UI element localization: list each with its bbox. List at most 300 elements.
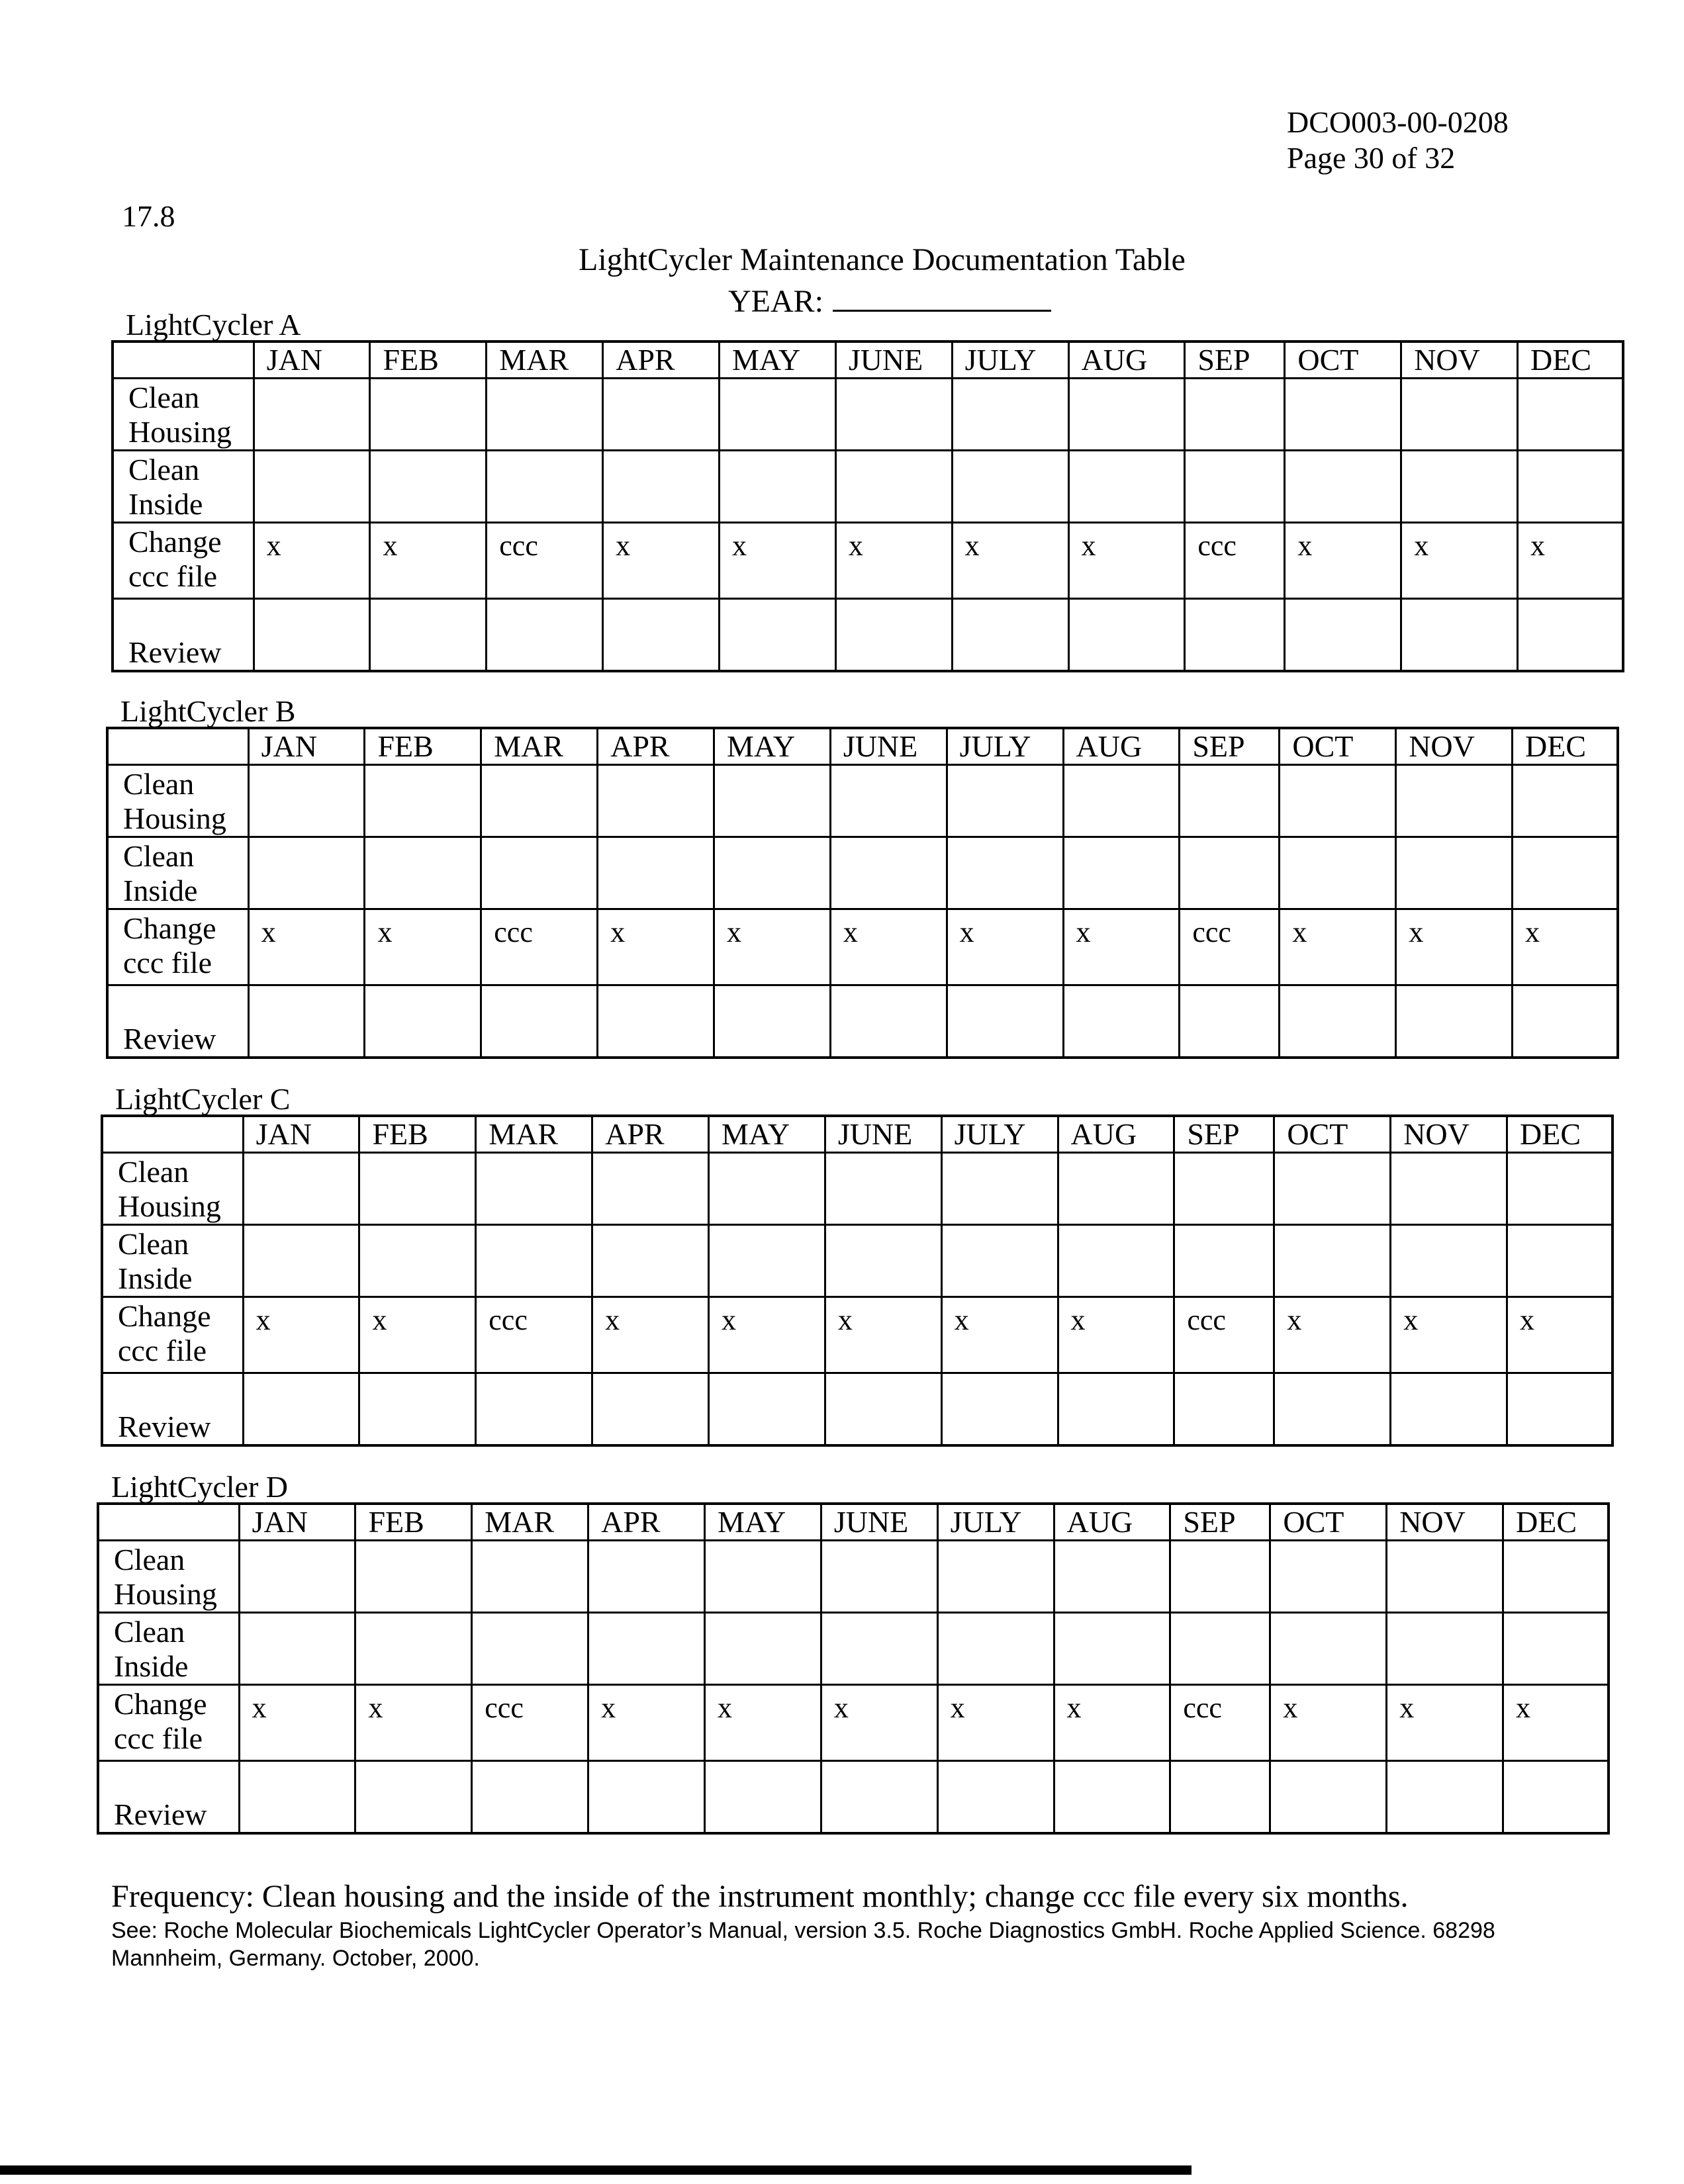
row-change-ccc-file bbox=[102, 1297, 1613, 1373]
ccc-entry-cell[interactable]: x bbox=[1058, 1297, 1174, 1373]
entry-cell[interactable] bbox=[359, 1373, 476, 1446]
entry-cell[interactable] bbox=[254, 379, 370, 451]
entry-cell[interactable] bbox=[355, 1761, 472, 1834]
ccc-entry-cell[interactable]: x bbox=[952, 523, 1068, 599]
ccc-entry-cell[interactable]: x bbox=[825, 1297, 941, 1373]
row-clean-housing bbox=[107, 765, 1618, 837]
entry-cell[interactable] bbox=[1513, 765, 1618, 837]
month-header: JULY bbox=[941, 1116, 1058, 1153]
month-header: SEP bbox=[1185, 341, 1285, 379]
entry-cell[interactable] bbox=[365, 765, 481, 837]
entry-cell[interactable] bbox=[1396, 765, 1513, 837]
row-clean-housing bbox=[98, 1541, 1609, 1613]
row-review bbox=[102, 1373, 1613, 1446]
month-header: OCT bbox=[1280, 728, 1396, 765]
corner-cell bbox=[98, 1504, 239, 1541]
entry-cell[interactable] bbox=[1068, 379, 1185, 451]
ccc-entry-cell[interactable]: x bbox=[1054, 1685, 1170, 1761]
corner-cell bbox=[102, 1116, 243, 1153]
entry-cell[interactable] bbox=[1054, 1613, 1170, 1685]
entry-cell[interactable] bbox=[821, 1613, 937, 1685]
month-header: MAR bbox=[481, 728, 598, 765]
row-change-ccc-file bbox=[98, 1685, 1609, 1761]
entry-cell[interactable] bbox=[1401, 599, 1518, 672]
ccc-entry-cell[interactable]: x bbox=[708, 1297, 825, 1373]
month-header: JUNE bbox=[830, 728, 947, 765]
table-label: LightCycler A bbox=[126, 308, 301, 341]
month-header: JUNE bbox=[825, 1116, 941, 1153]
entry-cell[interactable] bbox=[1507, 1225, 1613, 1297]
row-label-line: Inside bbox=[114, 1649, 189, 1683]
ccc-entry-cell[interactable]: ccc bbox=[1170, 1685, 1270, 1761]
entry-cell[interactable] bbox=[704, 1613, 821, 1685]
entry-cell[interactable] bbox=[937, 1761, 1054, 1834]
entry-cell[interactable] bbox=[952, 451, 1068, 523]
entry-cell[interactable] bbox=[243, 1225, 359, 1297]
ccc-entry-cell[interactable]: x bbox=[1285, 523, 1401, 599]
row-clean-inside bbox=[98, 1613, 1609, 1685]
ccc-entry-cell[interactable]: x bbox=[835, 523, 952, 599]
entry-cell[interactable] bbox=[1174, 1225, 1274, 1297]
entry-cell[interactable] bbox=[937, 1541, 1054, 1613]
entry-cell[interactable] bbox=[592, 1153, 709, 1225]
entry-cell[interactable] bbox=[1068, 599, 1185, 672]
month-header: NOV bbox=[1396, 728, 1513, 765]
entry-cell[interactable] bbox=[239, 1541, 355, 1613]
ccc-entry-cell[interactable]: x bbox=[821, 1685, 937, 1761]
entry-cell[interactable] bbox=[825, 1225, 941, 1297]
row-label-line: Clean bbox=[118, 1227, 189, 1261]
year-label: YEAR: bbox=[728, 284, 823, 319]
entry-cell[interactable] bbox=[1170, 1613, 1270, 1685]
month-header: APR bbox=[603, 341, 720, 379]
entry-cell[interactable] bbox=[588, 1761, 705, 1834]
entry-cell[interactable] bbox=[719, 451, 835, 523]
row-label-line: Inside bbox=[128, 487, 203, 521]
ccc-entry-cell[interactable]: ccc bbox=[1185, 523, 1285, 599]
ccc-entry-cell[interactable]: ccc bbox=[487, 523, 603, 599]
entry-cell[interactable] bbox=[239, 1613, 355, 1685]
month-header: JULY bbox=[952, 341, 1068, 379]
lightcycler-block bbox=[97, 1471, 1610, 1835]
entry-cell[interactable] bbox=[254, 599, 370, 672]
month-header: AUG bbox=[1054, 1504, 1170, 1541]
entry-cell[interactable] bbox=[1054, 1541, 1170, 1613]
ccc-entry-cell[interactable]: ccc bbox=[472, 1685, 588, 1761]
entry-cell[interactable] bbox=[830, 765, 947, 837]
row-clean-housing bbox=[113, 379, 1623, 451]
entry-cell[interactable] bbox=[1185, 379, 1285, 451]
ccc-entry-cell[interactable]: x bbox=[941, 1297, 1058, 1373]
ccc-entry-cell[interactable]: x bbox=[719, 523, 835, 599]
ccc-entry-cell[interactable]: x bbox=[598, 909, 714, 985]
month-header: SEP bbox=[1180, 728, 1280, 765]
ccc-entry-cell[interactable]: x bbox=[603, 523, 720, 599]
ccc-entry-cell[interactable]: x bbox=[359, 1297, 476, 1373]
entry-cell[interactable] bbox=[1274, 1153, 1391, 1225]
table-label: LightCycler D bbox=[111, 1470, 288, 1504]
entry-cell[interactable] bbox=[1180, 765, 1280, 837]
entry-cell[interactable] bbox=[1180, 837, 1280, 909]
row-label-line: Clean bbox=[114, 1615, 185, 1649]
entry-cell[interactable] bbox=[835, 451, 952, 523]
month-header: APR bbox=[592, 1116, 709, 1153]
entry-cell[interactable] bbox=[1185, 599, 1285, 672]
entry-cell[interactable] bbox=[1518, 451, 1623, 523]
month-header: JAN bbox=[239, 1504, 355, 1541]
entry-cell[interactable] bbox=[248, 765, 365, 837]
entry-cell[interactable] bbox=[1396, 837, 1513, 909]
month-header: AUG bbox=[1058, 1116, 1174, 1153]
row-label-line: Review bbox=[114, 1797, 207, 1831]
entry-cell[interactable] bbox=[1503, 1613, 1609, 1685]
lightcycler-block bbox=[106, 695, 1619, 1059]
entry-cell[interactable] bbox=[1170, 1541, 1270, 1613]
entry-cell[interactable] bbox=[1063, 985, 1180, 1058]
month-header: APR bbox=[598, 728, 714, 765]
entry-cell[interactable] bbox=[239, 1761, 355, 1834]
row-label-line: Change bbox=[123, 911, 216, 945]
entry-cell[interactable] bbox=[821, 1541, 937, 1613]
entry-cell[interactable] bbox=[588, 1613, 705, 1685]
entry-cell[interactable] bbox=[704, 1541, 821, 1613]
entry-cell[interactable] bbox=[370, 379, 487, 451]
row-label-line: ccc file bbox=[118, 1334, 207, 1367]
ccc-entry-cell[interactable]: x bbox=[704, 1685, 821, 1761]
row-label bbox=[98, 1613, 239, 1685]
row-label-line: Clean bbox=[128, 381, 200, 414]
entry-cell[interactable] bbox=[952, 379, 1068, 451]
entry-cell[interactable] bbox=[1180, 985, 1280, 1058]
row-label bbox=[102, 1373, 243, 1446]
entry-cell[interactable] bbox=[1387, 1613, 1503, 1685]
entry-cell[interactable] bbox=[481, 837, 598, 909]
corner-cell bbox=[113, 341, 254, 379]
entry-cell[interactable] bbox=[472, 1613, 588, 1685]
entry-cell[interactable] bbox=[947, 837, 1063, 909]
ccc-entry-cell[interactable]: x bbox=[355, 1685, 472, 1761]
entry-cell[interactable] bbox=[248, 985, 365, 1058]
month-header: MAY bbox=[704, 1504, 821, 1541]
ccc-entry-cell[interactable]: x bbox=[1387, 1685, 1503, 1761]
row-label bbox=[107, 909, 248, 985]
entry-cell[interactable] bbox=[941, 1373, 1058, 1446]
row-review bbox=[113, 599, 1623, 672]
row-label-line: Change bbox=[118, 1299, 211, 1333]
month-header: JUNE bbox=[835, 341, 952, 379]
ccc-entry-cell[interactable]: x bbox=[248, 909, 365, 985]
entry-cell[interactable] bbox=[476, 1225, 592, 1297]
entry-cell[interactable] bbox=[365, 837, 481, 909]
month-header: MAY bbox=[719, 341, 835, 379]
entry-cell[interactable] bbox=[359, 1153, 476, 1225]
ccc-entry-cell[interactable]: x bbox=[588, 1685, 705, 1761]
entry-cell[interactable] bbox=[1401, 451, 1518, 523]
entry-cell[interactable] bbox=[1058, 1373, 1174, 1446]
ccc-entry-cell[interactable]: x bbox=[243, 1297, 359, 1373]
ccc-entry-cell[interactable]: x bbox=[592, 1297, 709, 1373]
entry-cell[interactable] bbox=[1396, 985, 1513, 1058]
row-label-line: Review bbox=[118, 1410, 211, 1443]
entry-cell[interactable] bbox=[603, 379, 720, 451]
entry-cell[interactable] bbox=[714, 765, 830, 837]
entry-cell[interactable] bbox=[1513, 985, 1618, 1058]
month-header: MAR bbox=[487, 341, 603, 379]
entry-cell[interactable] bbox=[1054, 1761, 1170, 1834]
ccc-entry-cell[interactable]: x bbox=[239, 1685, 355, 1761]
entry-cell[interactable] bbox=[941, 1225, 1058, 1297]
month-header: SEP bbox=[1170, 1504, 1270, 1541]
entry-cell[interactable] bbox=[1387, 1761, 1503, 1834]
row-change-ccc-file bbox=[113, 523, 1623, 599]
entry-cell[interactable] bbox=[603, 451, 720, 523]
row-label-line: Review bbox=[123, 1022, 216, 1056]
month-header: JAN bbox=[254, 341, 370, 379]
entry-cell[interactable] bbox=[1518, 599, 1623, 672]
entry-cell[interactable] bbox=[1058, 1225, 1174, 1297]
lightcycler-block bbox=[101, 1083, 1614, 1447]
entry-cell[interactable] bbox=[1274, 1225, 1391, 1297]
entry-cell[interactable] bbox=[1170, 1761, 1270, 1834]
month-header: NOV bbox=[1401, 341, 1518, 379]
ccc-entry-cell[interactable]: x bbox=[947, 909, 1063, 985]
entry-cell[interactable] bbox=[487, 599, 603, 672]
page-title: LightCycler Maintenance Documentation Table bbox=[579, 242, 1186, 277]
entry-cell[interactable] bbox=[1387, 1541, 1503, 1613]
row-label-line: Inside bbox=[118, 1261, 193, 1295]
row-label bbox=[107, 985, 248, 1058]
entry-cell[interactable] bbox=[825, 1153, 941, 1225]
row-label bbox=[113, 523, 254, 599]
entry-cell[interactable] bbox=[1058, 1153, 1174, 1225]
lightcycler-block bbox=[111, 308, 1624, 672]
year-blank-line[interactable] bbox=[833, 281, 1051, 312]
entry-cell[interactable] bbox=[1185, 451, 1285, 523]
row-label bbox=[98, 1761, 239, 1834]
row-review bbox=[107, 985, 1618, 1058]
entry-cell[interactable] bbox=[1391, 1225, 1507, 1297]
corner-cell bbox=[107, 728, 248, 765]
row-label-line: Housing bbox=[128, 415, 232, 449]
entry-cell[interactable] bbox=[1063, 837, 1180, 909]
entry-cell[interactable] bbox=[835, 379, 952, 451]
document-number: DCO003-00-0208 bbox=[1287, 105, 1509, 139]
entry-cell[interactable] bbox=[598, 837, 714, 909]
ccc-entry-cell[interactable]: ccc bbox=[1180, 909, 1280, 985]
month-header: JULY bbox=[937, 1504, 1054, 1541]
entry-cell[interactable] bbox=[1391, 1373, 1507, 1446]
entry-cell[interactable] bbox=[472, 1541, 588, 1613]
month-header: DEC bbox=[1518, 341, 1623, 379]
entry-cell[interactable] bbox=[359, 1225, 476, 1297]
ccc-entry-cell[interactable]: x bbox=[1507, 1297, 1613, 1373]
maintenance-table bbox=[111, 340, 1624, 672]
maintenance-table bbox=[101, 1115, 1614, 1447]
entry-cell[interactable] bbox=[481, 985, 598, 1058]
entry-cell[interactable] bbox=[947, 985, 1063, 1058]
row-label-line: ccc file bbox=[123, 946, 212, 979]
ccc-entry-cell[interactable]: x bbox=[370, 523, 487, 599]
entry-cell[interactable] bbox=[947, 765, 1063, 837]
ccc-entry-cell[interactable]: x bbox=[1063, 909, 1180, 985]
row-label-line: Clean bbox=[128, 453, 200, 486]
month-header: SEP bbox=[1174, 1116, 1274, 1153]
entry-cell[interactable] bbox=[476, 1373, 592, 1446]
ccc-entry-cell[interactable]: x bbox=[714, 909, 830, 985]
entry-cell[interactable] bbox=[1513, 837, 1618, 909]
month-header: FEB bbox=[355, 1504, 472, 1541]
entry-cell[interactable] bbox=[1503, 1541, 1609, 1613]
entry-cell[interactable] bbox=[248, 837, 365, 909]
row-clean-inside bbox=[102, 1225, 1613, 1297]
entry-cell[interactable] bbox=[1507, 1373, 1613, 1446]
entry-cell[interactable] bbox=[598, 985, 714, 1058]
row-label bbox=[113, 379, 254, 451]
row-clean-inside bbox=[113, 451, 1623, 523]
document-id bbox=[1287, 105, 1509, 176]
entry-cell[interactable] bbox=[1401, 379, 1518, 451]
month-header: OCT bbox=[1270, 1504, 1387, 1541]
row-clean-housing bbox=[102, 1153, 1613, 1225]
ccc-entry-cell[interactable]: x bbox=[937, 1685, 1054, 1761]
entry-cell[interactable] bbox=[476, 1153, 592, 1225]
entry-cell[interactable] bbox=[1518, 379, 1623, 451]
month-header: NOV bbox=[1391, 1116, 1507, 1153]
entry-cell[interactable] bbox=[1285, 379, 1401, 451]
row-label bbox=[102, 1225, 243, 1297]
entry-cell[interactable] bbox=[1280, 837, 1396, 909]
entry-cell[interactable] bbox=[1285, 451, 1401, 523]
entry-cell[interactable] bbox=[835, 599, 952, 672]
entry-cell[interactable] bbox=[1285, 599, 1401, 672]
entry-cell[interactable] bbox=[941, 1153, 1058, 1225]
row-label-line: Clean bbox=[114, 1543, 185, 1576]
month-header: OCT bbox=[1274, 1116, 1391, 1153]
ccc-entry-cell[interactable]: x bbox=[1391, 1297, 1507, 1373]
entry-cell[interactable] bbox=[1174, 1373, 1274, 1446]
row-label bbox=[113, 451, 254, 523]
ccc-entry-cell[interactable]: ccc bbox=[1174, 1297, 1274, 1373]
entry-cell[interactable] bbox=[355, 1541, 472, 1613]
month-header: AUG bbox=[1068, 341, 1185, 379]
entry-cell[interactable] bbox=[1270, 1761, 1387, 1834]
entry-cell[interactable] bbox=[708, 1373, 825, 1446]
entry-cell[interactable] bbox=[603, 599, 720, 672]
entry-cell[interactable] bbox=[472, 1761, 588, 1834]
entry-cell[interactable] bbox=[598, 765, 714, 837]
entry-cell[interactable] bbox=[708, 1153, 825, 1225]
month-header: MAY bbox=[708, 1116, 825, 1153]
entry-cell[interactable] bbox=[1270, 1613, 1387, 1685]
entry-cell[interactable] bbox=[254, 451, 370, 523]
entry-cell[interactable] bbox=[1063, 765, 1180, 837]
ccc-entry-cell[interactable]: x bbox=[1518, 523, 1623, 599]
ccc-entry-cell[interactable]: ccc bbox=[481, 909, 598, 985]
bottom-scan-bar bbox=[0, 2165, 1192, 2175]
month-header: MAY bbox=[714, 728, 830, 765]
ccc-entry-cell[interactable]: x bbox=[1513, 909, 1618, 985]
row-label-line: Housing bbox=[118, 1189, 221, 1223]
entry-cell[interactable] bbox=[355, 1613, 472, 1685]
entry-cell[interactable] bbox=[830, 837, 947, 909]
entry-cell[interactable] bbox=[1270, 1541, 1387, 1613]
entry-cell[interactable] bbox=[714, 837, 830, 909]
table-label: LightCycler B bbox=[120, 694, 296, 728]
ccc-entry-cell[interactable]: x bbox=[830, 909, 947, 985]
entry-cell[interactable] bbox=[1068, 451, 1185, 523]
entry-cell[interactable] bbox=[365, 985, 481, 1058]
month-header: DEC bbox=[1503, 1504, 1609, 1541]
entry-cell[interactable] bbox=[481, 765, 598, 837]
entry-cell[interactable] bbox=[708, 1225, 825, 1297]
month-header: FEB bbox=[365, 728, 481, 765]
ccc-entry-cell[interactable]: x bbox=[1503, 1685, 1609, 1761]
entry-cell[interactable] bbox=[1274, 1373, 1391, 1446]
ccc-entry-cell[interactable]: x bbox=[1270, 1685, 1387, 1761]
maintenance-table bbox=[97, 1502, 1610, 1835]
entry-cell[interactable] bbox=[952, 599, 1068, 672]
ccc-entry-cell[interactable]: x bbox=[1068, 523, 1185, 599]
row-label-line: Change bbox=[128, 525, 222, 559]
entry-cell[interactable] bbox=[1503, 1761, 1609, 1834]
ccc-entry-cell[interactable]: x bbox=[1396, 909, 1513, 985]
ccc-entry-cell[interactable]: x bbox=[254, 523, 370, 599]
row-label-line: Clean bbox=[118, 1155, 189, 1189]
month-header: MAR bbox=[472, 1504, 588, 1541]
entry-cell[interactable] bbox=[825, 1373, 941, 1446]
entry-cell[interactable] bbox=[370, 451, 487, 523]
row-label-line: Review bbox=[128, 635, 222, 669]
entry-cell[interactable] bbox=[719, 379, 835, 451]
entry-cell[interactable] bbox=[704, 1761, 821, 1834]
ccc-entry-cell[interactable]: x bbox=[1274, 1297, 1391, 1373]
row-label-line: Change bbox=[114, 1687, 207, 1721]
ccc-entry-cell[interactable]: x bbox=[1401, 523, 1518, 599]
entry-cell[interactable] bbox=[821, 1761, 937, 1834]
entry-cell[interactable] bbox=[937, 1613, 1054, 1685]
entry-cell[interactable] bbox=[370, 599, 487, 672]
month-header-row bbox=[107, 728, 1618, 765]
entry-cell[interactable] bbox=[243, 1373, 359, 1446]
row-label-line: Housing bbox=[123, 801, 226, 835]
month-header: DEC bbox=[1507, 1116, 1613, 1153]
entry-cell[interactable] bbox=[1280, 985, 1396, 1058]
entry-cell[interactable] bbox=[243, 1153, 359, 1225]
month-header: AUG bbox=[1063, 728, 1180, 765]
entry-cell[interactable] bbox=[592, 1225, 709, 1297]
ccc-entry-cell[interactable]: x bbox=[365, 909, 481, 985]
row-clean-inside bbox=[107, 837, 1618, 909]
entry-cell[interactable] bbox=[719, 599, 835, 672]
entry-cell[interactable] bbox=[1507, 1153, 1613, 1225]
page-number: Page 30 of 32 bbox=[1287, 141, 1456, 175]
entry-cell[interactable] bbox=[714, 985, 830, 1058]
ccc-entry-cell[interactable]: ccc bbox=[476, 1297, 592, 1373]
entry-cell[interactable] bbox=[1174, 1153, 1274, 1225]
entry-cell[interactable] bbox=[1280, 765, 1396, 837]
month-header-row bbox=[102, 1116, 1613, 1153]
ccc-entry-cell[interactable]: x bbox=[1280, 909, 1396, 985]
entry-cell[interactable] bbox=[592, 1373, 709, 1446]
entry-cell[interactable] bbox=[487, 451, 603, 523]
reference-note: See: Roche Molecular Biochemicals LightCycler Operator’s Manual, version 3.5. Roche Diagnostics GmbH. Roche Applied Science. 68298 Mannheim, Germany. October, 2000. bbox=[111, 1918, 1495, 1971]
row-label bbox=[107, 837, 248, 909]
entry-cell[interactable] bbox=[1391, 1153, 1507, 1225]
entry-cell[interactable] bbox=[588, 1541, 705, 1613]
entry-cell[interactable] bbox=[830, 985, 947, 1058]
entry-cell[interactable] bbox=[487, 379, 603, 451]
section-number: 17.8 bbox=[122, 199, 175, 233]
